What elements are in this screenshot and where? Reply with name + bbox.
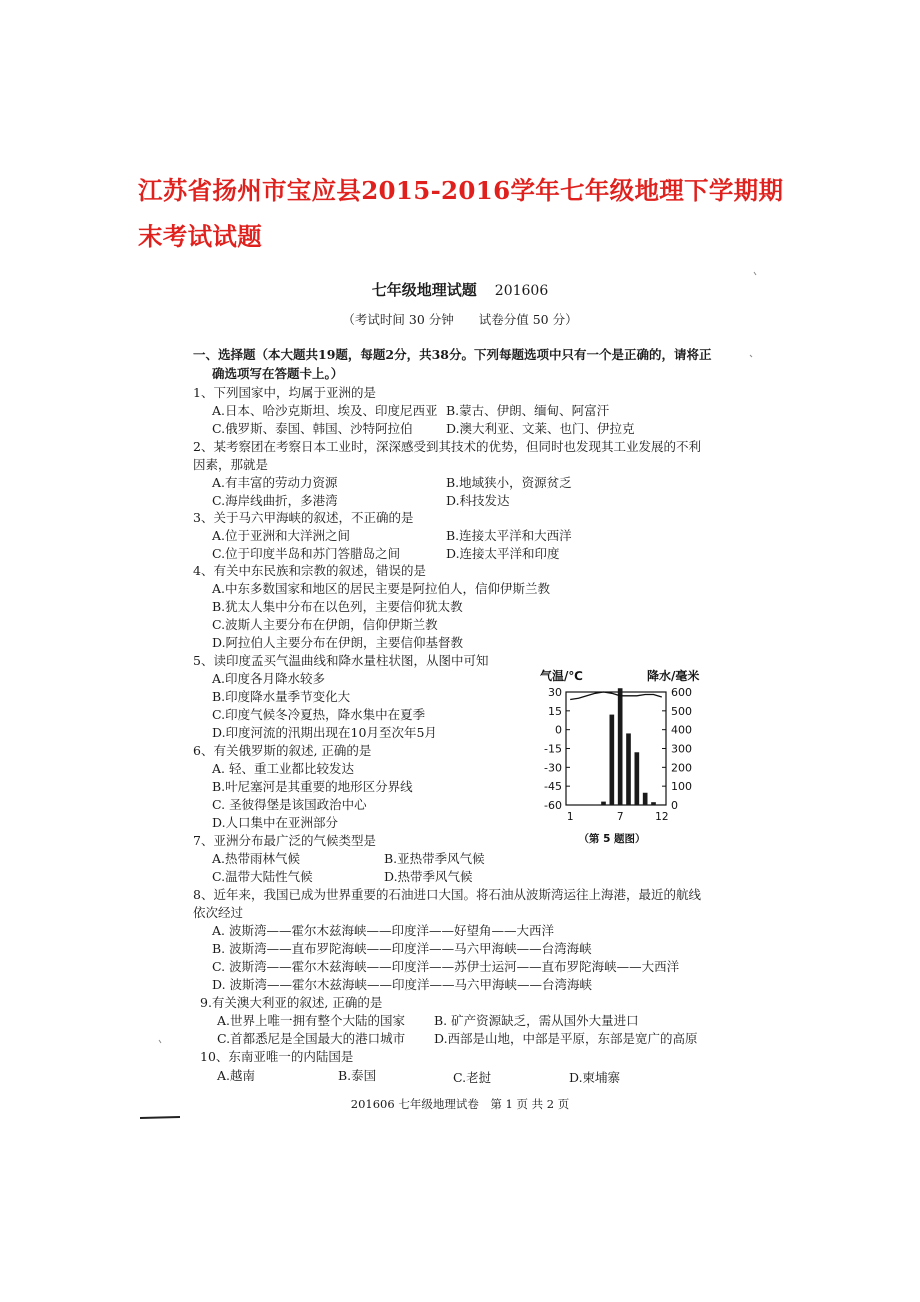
option: D.人口集中在亚洲部分 [212,815,339,830]
option: B.印度降水量季节变化大 [212,689,351,704]
option: C.俄罗斯、泰国、韩国、沙特阿拉伯 [212,421,413,436]
question-stem: 1、下列国家中，均属于亚洲的是 [193,385,376,400]
option: B. 矿产资源缺乏，需从国外大量进口 [434,1013,639,1028]
precipitation-bar [651,802,656,805]
left-tick-label: 30 [548,686,562,699]
question-stem-cont: 依次经过 [193,905,244,920]
option: C.老挝 [453,1070,492,1085]
option: A.日本、哈沙克斯坦、埃及、印度尼西亚 [212,403,438,418]
option: C. 圣彼得堡是该国政治中心 [212,797,367,812]
option: A.越南 [217,1068,256,1083]
right-tick-label: 400 [671,723,692,737]
right-tick-label: 300 [671,742,692,756]
question-stem: 7、亚洲分布最广泛的气候类型是 [193,833,376,848]
option: C.温带大陆性气候 [212,869,313,884]
option: C. 波斯湾——霍尔木兹海峡——印度洋——苏伊士运河——直布罗陀海峡——大西洋 [212,959,680,974]
precipitation-bar [601,802,606,805]
question-stem: 6、有关俄罗斯的叙述, 正确的是 [193,743,372,758]
option: C.波斯人主要分布在伊朗，信仰伊斯兰教 [212,617,438,632]
option: C.首都悉尼是全国最大的港口城市 [217,1031,406,1046]
precipitation-bar [626,733,631,805]
question-stem: 9.有关澳大利亚的叙述, 正确的是 [200,995,383,1010]
option: A.印度各月降水较多 [212,671,326,686]
x-tick-label: 7 [616,811,624,823]
option: B.地域狭小，资源贫乏 [446,475,572,490]
left-tick-label: -30 [544,761,562,775]
question-stem: 3、关于马六甲海峡的叙述，不正确的是 [193,510,414,525]
document-title: 江苏省扬州市宝应县2015-2016学年七年级地理下学期期末考试试题 [138,176,784,251]
precipitation-bar [618,688,623,805]
temperature-curve [570,692,662,700]
left-tick-label: -60 [544,799,562,812]
option: A. 轻、重工业都比较发达 [212,761,354,776]
question-stem-cont: 因素，那就是 [193,457,269,472]
option: A.位于亚洲和大洋洲之间 [212,528,351,543]
option: A.热带雨林气候 [212,851,301,866]
right-axis-label: 降水/毫米 [647,669,700,683]
question-stem: 8、近年来，我国已成为世界重要的石油进口大国。将石油从波斯湾运往上海港，最近的航线 [193,887,701,902]
x-tick-label: 1 [566,811,574,823]
left-axis-label: 气温/℃ [540,669,583,683]
option: D.阿拉伯人主要分布在伊朗，主要信仰基督教 [212,635,464,650]
precipitation-bar [635,752,640,805]
option: D.科技发达 [446,493,510,508]
option: B.犹太人集中分布在以色列，主要信仰犹太教 [212,599,463,614]
option: D. 波斯湾——霍尔木兹海峡——印度洋——马六甲海峡——台湾海峡 [212,977,593,992]
option: B.连接太平洋和大西洋 [446,528,572,543]
climate-chart [530,668,702,848]
option: B.亚热带季风气候 [384,851,485,866]
question-stem: 5、读印度孟买气温曲线和降水量柱状图，从图中可知 [193,653,489,668]
option: C.印度气候冬冷夏热，降水集中在夏季 [212,707,426,722]
x-tick-label: 12 [655,811,669,823]
paper-subtitle: （考试时间 30 分钟 试卷分值 50 分） [342,312,578,327]
right-tick-label: 500 [671,704,692,718]
option: A.世界上唯一拥有整个大陆的国家 [217,1013,406,1028]
precipitation-bar [660,804,665,805]
paper-title-text: 七年级地理试题 [371,281,477,299]
paper-code: 201606 [494,283,549,299]
option: D.连接太平洋和印度 [446,546,560,561]
right-tick-label: 0 [671,799,678,812]
question-stem: 10、东南亚唯一的内陆国是 [200,1049,354,1064]
chart-caption: （第 5 题图） [578,833,646,845]
left-tick-label: 15 [548,704,562,718]
option: B. 波斯湾——直布罗陀海峡——印度洋——马六甲海峡——台湾海峡 [212,941,592,956]
question-stem: 4、有关中东民族和宗教的叙述，错误的是 [193,563,426,578]
right-tick-label: 600 [671,686,692,699]
option: D.西部是山地，中部是平原，东部是宽广的高原 [434,1031,698,1046]
option: D.柬埔寨 [569,1070,621,1085]
option: D.印度河流的汛期出现在10月至次年5月 [212,725,437,740]
option: B.叶尼塞河是其重要的地形区分界线 [212,779,413,794]
option: D.澳大利亚、文莱、也门、伊拉克 [446,421,635,436]
section-heading-cont: 确选项写在答题卡上。） [212,366,344,381]
left-tick-label: -15 [544,742,562,756]
option: D.热带季风气候 [384,869,473,884]
precipitation-bar [643,793,648,805]
option: A.有丰富的劳动力资源 [212,475,338,490]
precipitation-bar [610,715,615,805]
option: B.泰国 [338,1068,377,1083]
paper-title [0,279,920,300]
section-heading: 一、选择题（本大题共19题，每题2分，共38分。下列每题选项中只有一个是正确的，请将正 [193,347,712,362]
page-footer: 201606 七年级地理试卷 第 1 页 共 2 页 [350,1097,570,1111]
question-stem: 2、某考察团在考察日本工业时，深深感受到其技术的优势，但同时也发现其工业发展的不利 [193,439,701,454]
option: B.蒙古、伊朗、缅甸、阿富汗 [446,403,610,418]
option: C.位于印度半岛和苏门答腊岛之间 [212,546,401,561]
right-tick-label: 200 [671,761,692,775]
option: C.海岸线曲折，多港湾 [212,493,338,508]
right-tick-label: 100 [671,780,692,794]
left-tick-label: 0 [555,723,562,737]
left-tick-label: -45 [544,780,562,794]
option: A. 波斯湾——霍尔木兹海峡——印度洋——好望角——大西洋 [212,923,554,938]
option: A.中东多数国家和地区的居民主要是阿拉伯人，信仰伊斯兰教 [212,581,551,596]
chart-frame [566,692,666,805]
